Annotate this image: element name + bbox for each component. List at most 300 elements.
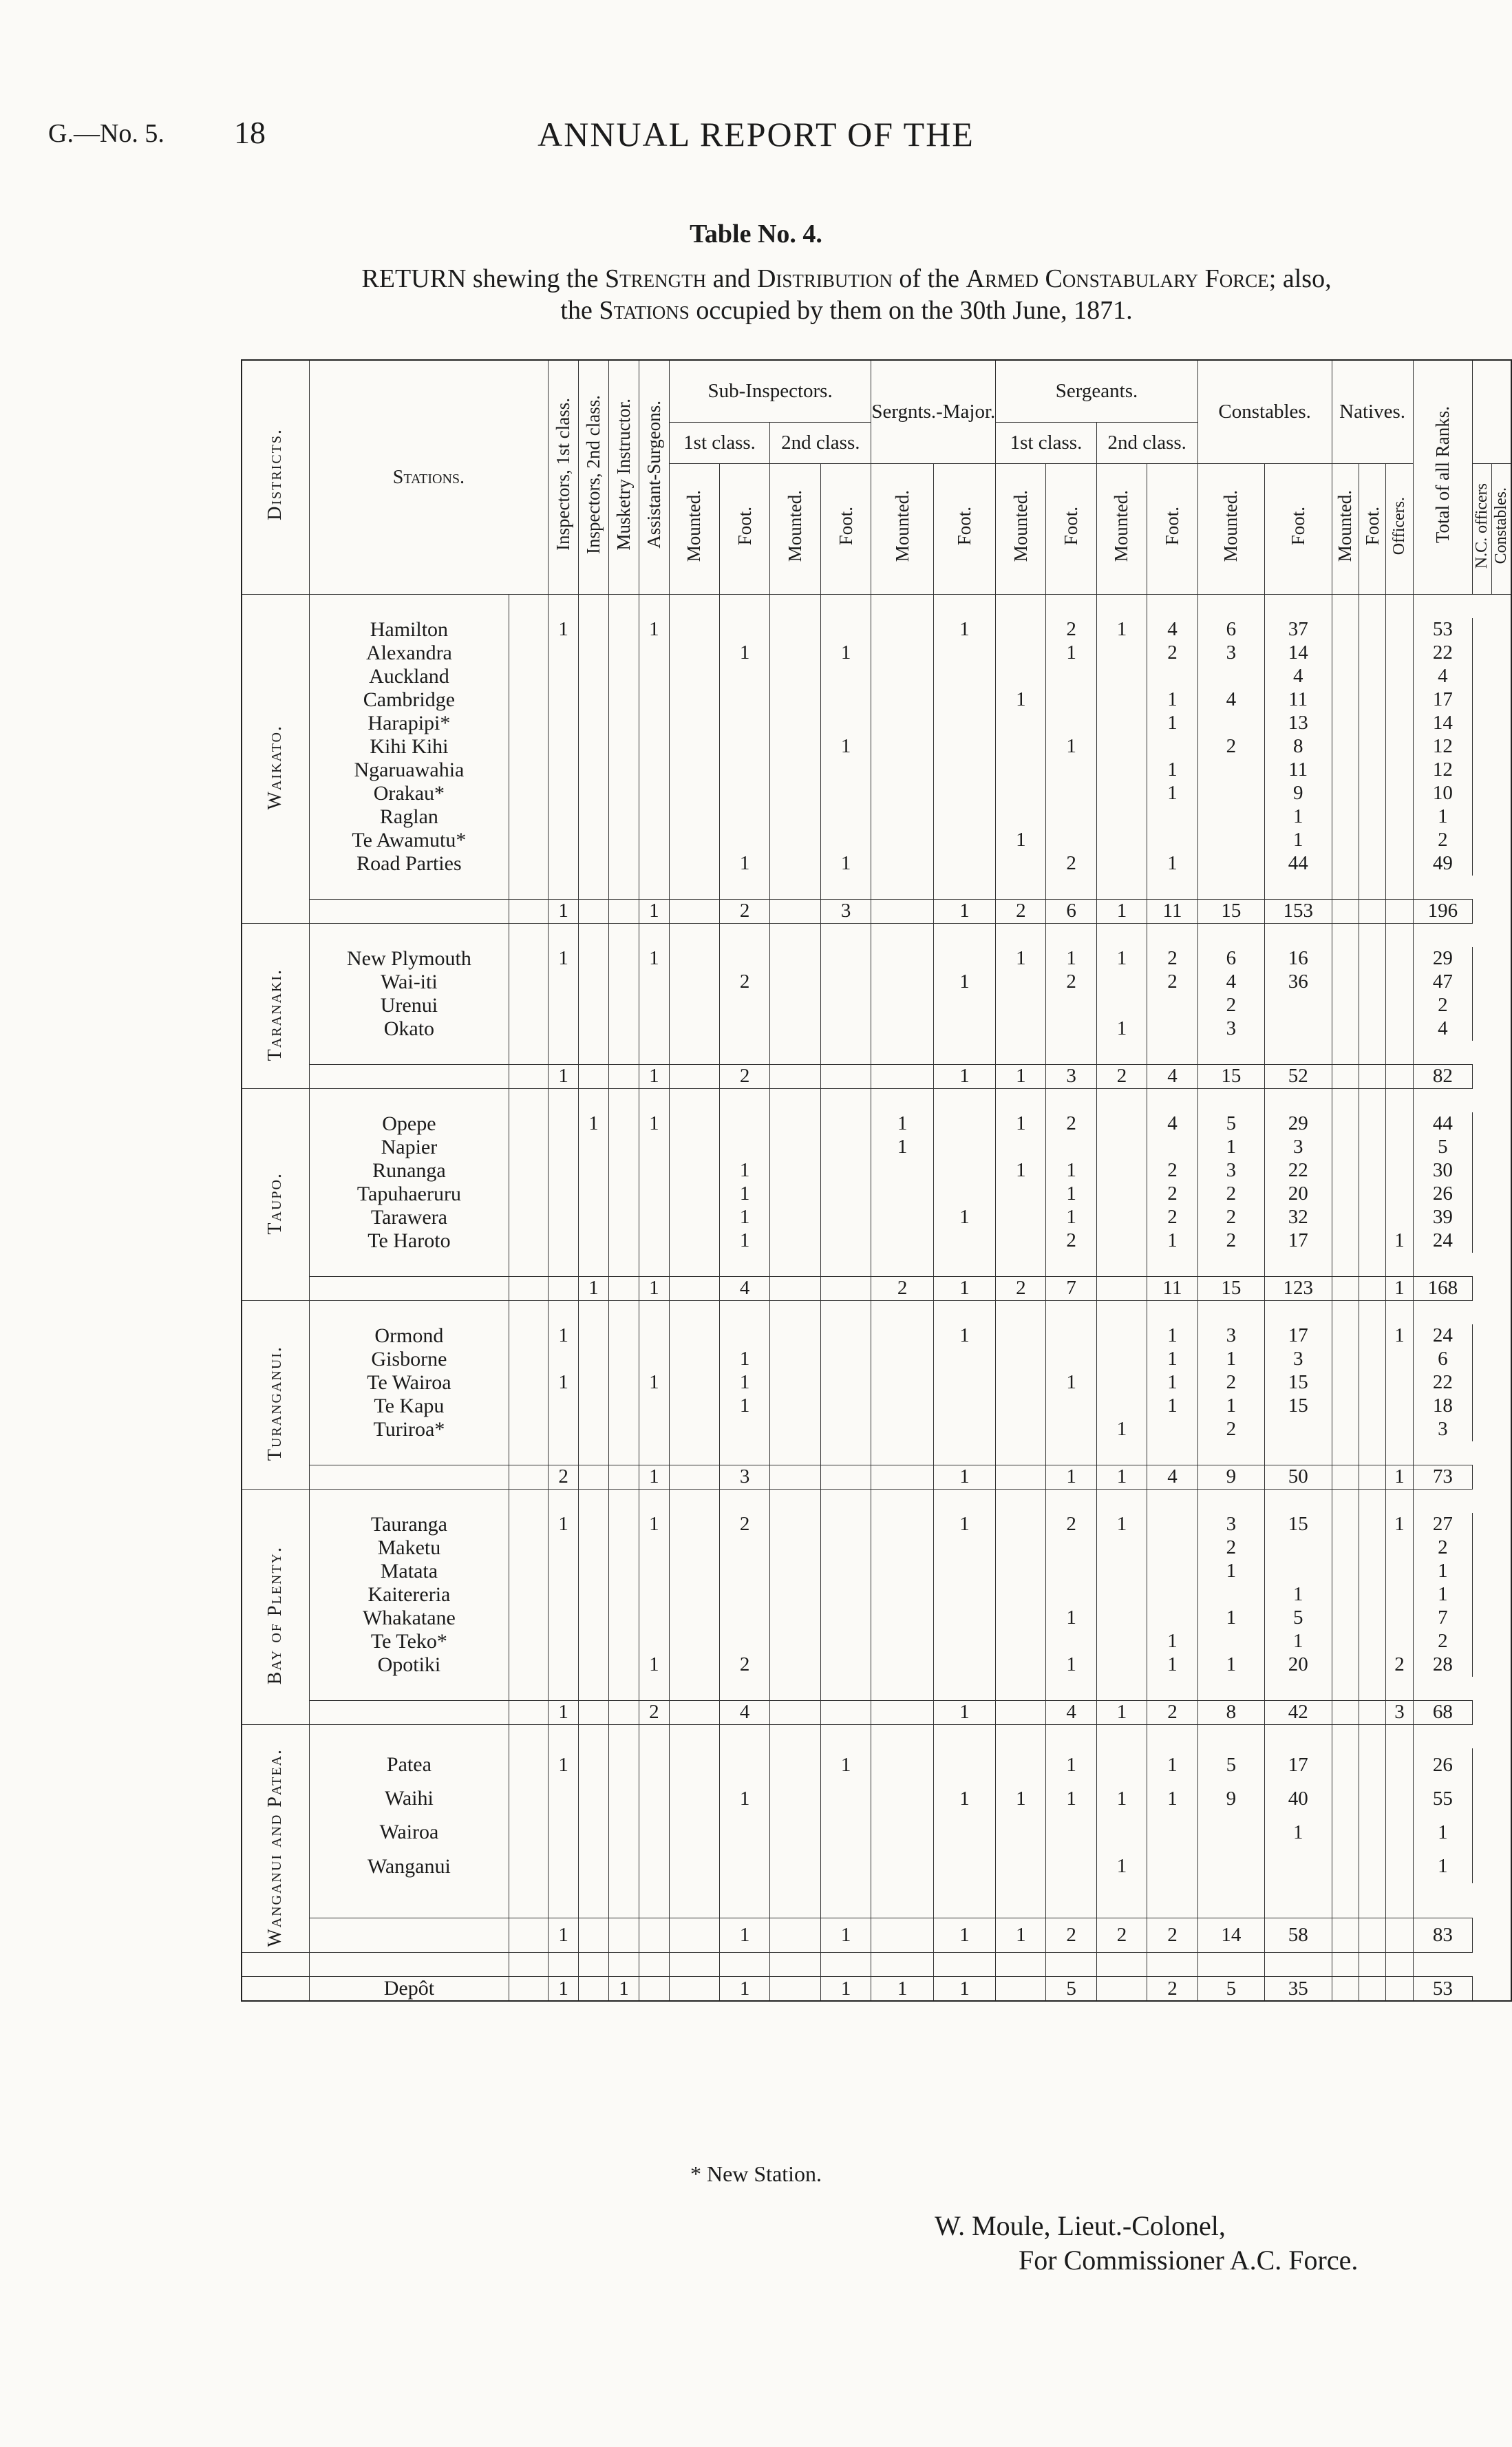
spacer-row: [242, 1953, 1511, 1977]
spacer-cell: [1386, 594, 1413, 618]
count-cell: [1046, 1017, 1096, 1041]
constables-mounted-header: Mounted.: [1332, 463, 1359, 594]
spacer-cell: [933, 876, 995, 900]
district-total-row: [242, 1064, 1511, 1088]
count-cell: [549, 1630, 579, 1653]
count-cell: [1046, 805, 1096, 829]
total-cell: 14: [1197, 1918, 1264, 1953]
count-cell: [608, 688, 639, 712]
spacer-cell: [1386, 1300, 1413, 1324]
station-name: Maketu: [309, 1536, 509, 1560]
count-cell: [669, 1536, 719, 1560]
spacer-cell: [579, 1883, 609, 1918]
count-cell: [820, 994, 871, 1017]
count-cell: [549, 1017, 579, 1041]
running-title: ANNUAL REPORT OF THE: [537, 115, 975, 153]
count-cell: 15: [1264, 1371, 1332, 1395]
total-cell: 42: [1264, 1700, 1332, 1724]
total-cell: [579, 1064, 609, 1088]
count-cell: [996, 642, 1046, 665]
count-cell: [770, 1850, 821, 1883]
count-cell: 1: [1046, 1371, 1096, 1395]
table-body: [242, 594, 1511, 2001]
count-cell: [996, 994, 1046, 1017]
count-cell: [1332, 1630, 1359, 1653]
count-cell: 1: [1096, 1418, 1147, 1441]
count-cell: [1147, 805, 1198, 829]
count-cell: [669, 1418, 719, 1441]
total-cell: 1: [549, 1918, 579, 1953]
table-title: Table No. 4.: [690, 220, 822, 248]
count-cell: [1332, 1850, 1359, 1883]
count-cell: [933, 947, 995, 971]
count-cell: [639, 1583, 669, 1607]
total-cell: [871, 1465, 933, 1489]
spacer-cell: [608, 1253, 639, 1277]
count-cell: [996, 1536, 1046, 1560]
count-cell: [1359, 1206, 1385, 1229]
spacer-cell: [1332, 1724, 1359, 1748]
count-cell: [669, 1583, 719, 1607]
count-cell: [549, 1536, 579, 1560]
count-cell: 1: [549, 1324, 579, 1348]
count-cell: [1332, 1112, 1359, 1136]
count-cell: [608, 1782, 639, 1816]
count-cell: [720, 1112, 770, 1136]
count-cell: 1: [996, 1159, 1046, 1183]
count-cell: [820, 688, 871, 712]
count-cell: [549, 1229, 579, 1253]
count-cell: 4: [1147, 1112, 1198, 1136]
count-cell: [770, 1112, 821, 1136]
count-cell: 55: [1413, 1782, 1472, 1816]
count-cell: 1: [1147, 712, 1198, 735]
count-cell: [608, 947, 639, 971]
total-cell: [1359, 1276, 1385, 1300]
total-cell: [579, 1465, 609, 1489]
station-name: Urenui: [309, 994, 509, 1017]
count-cell: [996, 1324, 1046, 1348]
total-cell: [871, 1064, 933, 1088]
count-cell: [669, 642, 719, 665]
count-cell: [579, 1583, 609, 1607]
station-name: Kihi Kihi: [309, 735, 509, 759]
constables-foot-header: Foot.: [1359, 463, 1385, 594]
count-cell: 1: [933, 1782, 995, 1816]
spacer-cell: [639, 923, 669, 947]
count-cell: 17: [1413, 688, 1472, 712]
spacer-cell: [1359, 1724, 1385, 1748]
footnote: * New Station.: [690, 2161, 822, 2186]
count-cell: [608, 1371, 639, 1395]
count-cell: [820, 805, 871, 829]
mounted-header: Mounted.: [770, 463, 821, 594]
count-cell: [1386, 1630, 1413, 1653]
spacer-cell: [608, 923, 639, 947]
count-cell: [1359, 735, 1385, 759]
total-cell: 1: [639, 1465, 669, 1489]
spacer-cell: [549, 1300, 579, 1324]
spacer-cell: [579, 1041, 609, 1065]
spacer-cell: [639, 594, 669, 618]
count-cell: 1: [1046, 1782, 1096, 1816]
count-cell: [1359, 1560, 1385, 1583]
spacer-cell: [669, 1677, 719, 1701]
spacer-cell: [509, 1441, 549, 1465]
spacer-cell: [1096, 1724, 1147, 1748]
count-cell: [549, 688, 579, 712]
count-cell: 1: [1386, 1513, 1413, 1536]
count-cell: [1046, 1395, 1096, 1418]
count-cell: [549, 735, 579, 759]
count-cell: 1: [1147, 852, 1198, 876]
count-cell: [770, 665, 821, 688]
count-cell: 26: [1413, 1183, 1472, 1206]
count-cell: 1: [996, 688, 1046, 712]
count-cell: [996, 1850, 1046, 1883]
count-cell: 1: [720, 852, 770, 876]
count-cell: [1386, 1183, 1413, 1206]
count-cell: 11: [1264, 759, 1332, 782]
count-cell: 29: [1264, 1112, 1332, 1136]
count-cell: [639, 782, 669, 805]
spacer-cell: [1046, 1489, 1096, 1513]
count-cell: [871, 1536, 933, 1560]
count-cell: [608, 1418, 639, 1441]
count-cell: [1096, 1560, 1147, 1583]
count-cell: 1: [1264, 829, 1332, 852]
count-cell: 4: [1413, 665, 1472, 688]
leader-dots: [509, 1159, 549, 1183]
spacer-cell: [1046, 1088, 1096, 1112]
count-cell: [639, 1159, 669, 1183]
count-cell: 24: [1413, 1324, 1472, 1348]
spacer-cell: [1096, 923, 1147, 947]
count-cell: [871, 1206, 933, 1229]
total-blank: [509, 1064, 549, 1088]
count-cell: [1264, 1560, 1332, 1583]
spacer-cell: [1386, 923, 1413, 947]
spacer-cell: [770, 1441, 821, 1465]
count-cell: [1332, 618, 1359, 642]
total-cell: [1359, 1064, 1385, 1088]
total-cell: [1359, 899, 1385, 923]
count-cell: [1147, 1513, 1198, 1536]
count-cell: [1096, 994, 1147, 1017]
count-cell: [1386, 1748, 1413, 1782]
count-cell: 2: [1413, 1630, 1472, 1653]
spacer-cell: [309, 1441, 509, 1465]
count-cell: [770, 805, 821, 829]
total-cell: 4: [720, 1700, 770, 1724]
count-cell: [996, 1017, 1046, 1041]
spacer-cell: [1332, 594, 1359, 618]
spacer-cell: [996, 1883, 1046, 1918]
count-cell: [579, 829, 609, 852]
spacer-cell: [1147, 1953, 1198, 1977]
count-cell: [1386, 1136, 1413, 1159]
spacer-cell: [1046, 1041, 1096, 1065]
count-cell: 1: [1046, 1183, 1096, 1206]
spacer-cell: [770, 1489, 821, 1513]
spacer-cell: [1197, 1489, 1264, 1513]
spacer-cell: [549, 1489, 579, 1513]
station-name: Tapuhaeruru: [309, 1183, 509, 1206]
count-cell: [720, 735, 770, 759]
spacer-cell: [639, 1441, 669, 1465]
count-cell: [1332, 1977, 1359, 2002]
count-cell: 1: [933, 1513, 995, 1536]
count-cell: 39: [1413, 1206, 1472, 1229]
count-cell: [1264, 1418, 1332, 1441]
count-cell: [669, 1136, 719, 1159]
count-cell: [1046, 1816, 1096, 1850]
spacer-cell: [309, 1724, 509, 1748]
count-cell: [1332, 1159, 1359, 1183]
count-cell: [996, 1583, 1046, 1607]
spacer-cell: [579, 1724, 609, 1748]
count-cell: 2: [1197, 1536, 1264, 1560]
count-cell: [1096, 642, 1147, 665]
total-cell: 1: [639, 899, 669, 923]
spacer-cell: [1046, 1883, 1096, 1918]
count-cell: [820, 1112, 871, 1136]
count-cell: [669, 1560, 719, 1583]
spacer-cell: [1332, 1953, 1359, 1977]
count-cell: 20: [1264, 1653, 1332, 1677]
count-cell: [820, 1418, 871, 1441]
spacer-cell: [720, 1489, 770, 1513]
count-cell: [669, 1183, 719, 1206]
page-number: 18: [234, 115, 266, 150]
count-cell: [549, 971, 579, 994]
spacer-cell: [1264, 1953, 1332, 1977]
count-cell: [871, 665, 933, 688]
count-cell: [1147, 1816, 1198, 1850]
spacer-cell: [1147, 1253, 1198, 1277]
spacer-cell: [720, 1953, 770, 1977]
count-cell: 1: [1046, 1653, 1096, 1677]
count-cell: [1359, 852, 1385, 876]
spacer-cell: [1096, 876, 1147, 900]
leader-dots: [509, 1782, 549, 1816]
count-cell: [720, 782, 770, 805]
count-cell: [608, 1136, 639, 1159]
count-cell: 1: [720, 1183, 770, 1206]
sergeants-header: Sergeants.: [996, 360, 1198, 422]
surgeons-header: Assistant-Surgeons.: [639, 360, 669, 594]
total-cell: 7: [1046, 1276, 1096, 1300]
count-cell: [608, 735, 639, 759]
count-cell: [820, 759, 871, 782]
count-cell: [820, 1371, 871, 1395]
count-cell: 53: [1413, 1977, 1472, 2002]
count-cell: 16: [1264, 947, 1332, 971]
count-cell: 1: [1386, 1229, 1413, 1253]
count-cell: 3: [1197, 1017, 1264, 1041]
table-row: [242, 1748, 1511, 1782]
count-cell: [549, 1782, 579, 1816]
table-row: [242, 642, 1511, 665]
total-cell: [770, 1918, 821, 1953]
count-cell: [770, 1583, 821, 1607]
count-cell: 1: [820, 852, 871, 876]
count-cell: 1: [1046, 1206, 1096, 1229]
total-cell: 1: [549, 1064, 579, 1088]
count-cell: [820, 1560, 871, 1583]
count-cell: 2: [1147, 1183, 1198, 1206]
count-cell: [1147, 1607, 1198, 1630]
spacer-cell: [579, 1253, 609, 1277]
station-name: Cambridge: [309, 688, 509, 712]
spacer-cell: [1359, 1883, 1385, 1918]
spacer-cell: [770, 876, 821, 900]
spacer-cell: [820, 1724, 871, 1748]
spacer-row: [242, 594, 1511, 618]
count-cell: 1: [639, 1112, 669, 1136]
station-name: Wai-iti: [309, 971, 509, 994]
table-row: [242, 1136, 1511, 1159]
leader-dots: [509, 829, 549, 852]
spacer-cell: [1046, 1441, 1096, 1465]
table-row: [242, 947, 1511, 971]
count-cell: 1: [1147, 1371, 1198, 1395]
spacer-cell: [1264, 1253, 1332, 1277]
count-cell: 4: [1413, 1017, 1472, 1041]
spacer-cell: [639, 1088, 669, 1112]
count-cell: [1264, 1536, 1332, 1560]
count-cell: [1332, 712, 1359, 735]
total-blank: [509, 1700, 549, 1724]
spacer-cell: [996, 1677, 1046, 1701]
count-cell: 2: [1147, 642, 1198, 665]
total-cell: [669, 1700, 719, 1724]
total-cell: 11: [1147, 899, 1198, 923]
spacer-cell: [1147, 1677, 1198, 1701]
spacer-cell: [1046, 1677, 1096, 1701]
sergeants-1st-class: 1st class.: [996, 422, 1096, 463]
district-label: Wanganui and Patea.: [242, 1748, 309, 1953]
spacer-cell: [871, 1953, 933, 1977]
spacer-cell: [509, 1489, 549, 1513]
count-cell: [1096, 1816, 1147, 1850]
count-cell: [1096, 852, 1147, 876]
count-cell: [933, 782, 995, 805]
count-cell: [820, 1816, 871, 1850]
district-blank: [242, 1977, 309, 2002]
count-cell: [820, 1513, 871, 1536]
district-label: Turanganui.: [242, 1324, 309, 1490]
count-cell: [820, 1206, 871, 1229]
count-cell: 2: [1147, 971, 1198, 994]
count-cell: [996, 1513, 1046, 1536]
count-cell: [608, 1348, 639, 1371]
count-cell: 17: [1264, 1229, 1332, 1253]
count-cell: [639, 1229, 669, 1253]
count-cell: 40: [1264, 1782, 1332, 1816]
count-cell: 1: [1197, 1560, 1264, 1583]
count-cell: 1: [1046, 642, 1096, 665]
leader-dots: [509, 1977, 549, 2002]
count-cell: [720, 947, 770, 971]
count-cell: [1264, 994, 1332, 1017]
spacer-cell: [996, 1489, 1046, 1513]
count-cell: [871, 1583, 933, 1607]
spacer-cell: [579, 1489, 609, 1513]
count-cell: 1: [549, 1513, 579, 1536]
count-cell: [579, 1159, 609, 1183]
count-cell: 1: [720, 1206, 770, 1229]
spacer-cell: [309, 1489, 509, 1513]
spacer-cell: [1197, 1041, 1264, 1065]
count-cell: 2: [1413, 1536, 1472, 1560]
spacer-cell: [871, 1041, 933, 1065]
spacer-cell: [1147, 1724, 1198, 1748]
count-cell: [1046, 1136, 1096, 1159]
count-cell: 10: [1413, 782, 1472, 805]
total-cell: 4: [1147, 1465, 1198, 1489]
count-cell: [1332, 642, 1359, 665]
spacer-cell: [1197, 923, 1264, 947]
count-cell: 15: [1264, 1395, 1332, 1418]
count-cell: 1: [1264, 1630, 1332, 1653]
total-cell: [770, 1276, 821, 1300]
spacer-cell: [1332, 1300, 1359, 1324]
spacer-cell: [871, 1724, 933, 1748]
spacer-cell: [770, 1088, 821, 1112]
total-cell: [1332, 1276, 1359, 1300]
spacer-cell: [996, 923, 1046, 947]
total-cell: [1359, 1465, 1385, 1489]
count-cell: 1: [1147, 688, 1198, 712]
spacer-cell: [669, 1489, 719, 1513]
leader-dots: [509, 1513, 549, 1536]
count-cell: 49: [1413, 852, 1472, 876]
spacer-cell: [549, 1088, 579, 1112]
count-cell: [669, 712, 719, 735]
count-cell: [770, 1782, 821, 1816]
spacer-cell: [608, 1883, 639, 1918]
foot-header: Foot.: [720, 463, 770, 594]
count-cell: 1: [1096, 1017, 1147, 1041]
count-cell: [933, 1112, 995, 1136]
table-row: [242, 829, 1511, 852]
count-cell: [720, 829, 770, 852]
station-name: Road Parties: [309, 852, 509, 876]
total-cell: [1386, 899, 1413, 923]
station-name: Wanganui: [309, 1850, 509, 1883]
spacer-cell: [509, 876, 549, 900]
spacer-cell: [820, 1677, 871, 1701]
spacer-cell: [1096, 1677, 1147, 1701]
count-cell: 5: [1264, 1607, 1332, 1630]
count-cell: [720, 1850, 770, 1883]
spacer-cell: [509, 923, 549, 947]
count-cell: 1: [639, 1653, 669, 1677]
count-cell: [933, 1850, 995, 1883]
spacer-cell: [1264, 1088, 1332, 1112]
natives-officers-header: Officers.: [1386, 463, 1413, 594]
count-cell: [669, 759, 719, 782]
insp1-header: Inspectors, 1st class.: [549, 360, 579, 594]
leader-dots: [509, 1748, 549, 1782]
spacer-cell: [720, 1041, 770, 1065]
count-cell: [1386, 735, 1413, 759]
count-cell: [996, 1653, 1046, 1677]
count-cell: 11: [1264, 688, 1332, 712]
district-label: Taupo.: [242, 1112, 309, 1301]
spacer-cell: [720, 594, 770, 618]
